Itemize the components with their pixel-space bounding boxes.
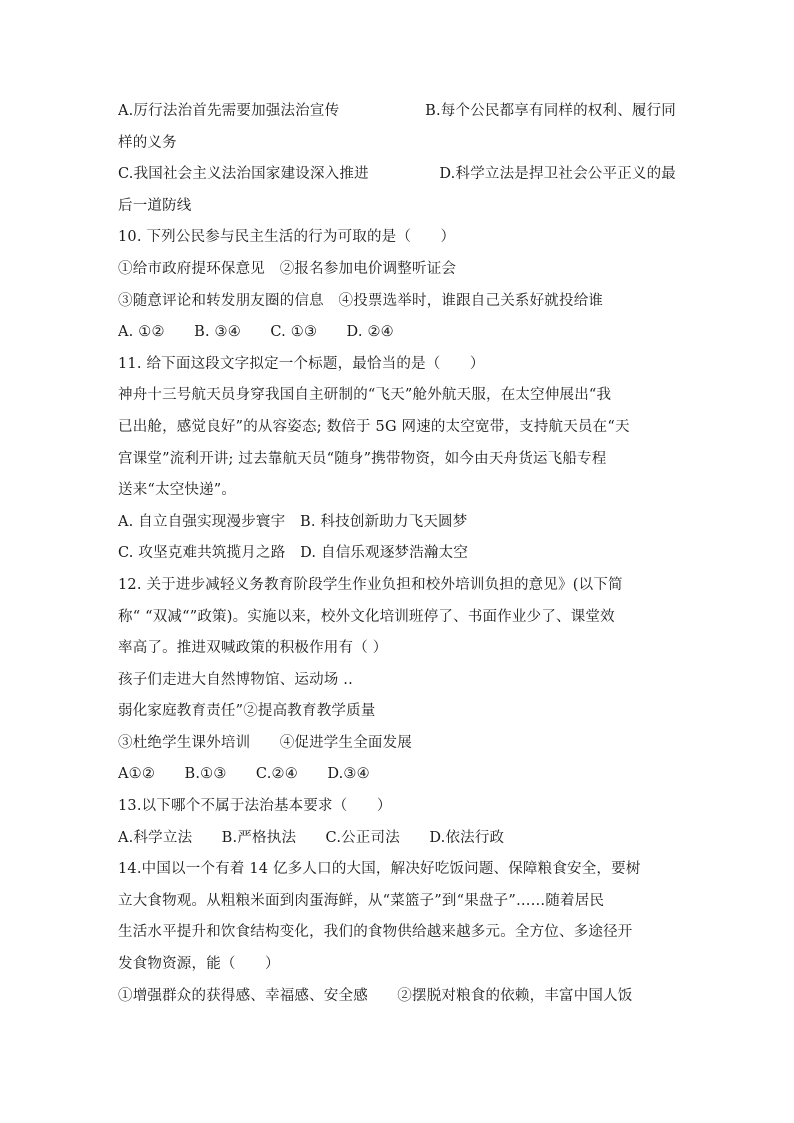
- text-line: 后一道防线: [118, 197, 192, 214]
- text-line: 生活水平提升和饮食结构变化，我们的食物供给越来越多元。全方位、多途径开: [118, 924, 633, 941]
- text-line: 神舟十三号航天员身穿我国自主研制的“飞天”舱外航天服，在太空伸展出“我: [118, 387, 612, 404]
- text-line: 称“ “双减“”政策)。实施以来，校外文化培训班停了、书面作业少了、课堂效: [118, 608, 615, 625]
- text-line: 发食物资源，能（ ）: [118, 956, 280, 973]
- text-line: ①增强群众的获得感、幸福感、安全感 ②摆脱对粮食的依赖，丰富中国人饭: [118, 987, 633, 1004]
- option-row-ab: [118, 96, 676, 128]
- text-line: 送来“太空快递”。: [118, 482, 237, 499]
- text-line: 弱化家庭教育责任”②提高教育教学质量: [118, 703, 376, 720]
- question-10: 10. 下列公民参与民主生活的行为可取的是（ ）: [118, 229, 456, 246]
- text-line: ③随意评论和转发朋友圈的信息 ④投票选举时，谁跟自己关系好就投给谁: [118, 292, 604, 309]
- text-line: 率高了。推进双喊政策的积极作用有（ ）: [118, 640, 388, 657]
- answer-options: A. 自立自强实现漫步寰宇 B. 科技创新助力飞天圆梦: [118, 513, 468, 530]
- option-c: C.我国社会主义法治国家建设深入推进: [118, 166, 369, 183]
- option-b: B.每个公民都享有同样的权利、履行同: [425, 103, 676, 119]
- text-line: ③杜绝学生课外培训 ④促进学生全面发展: [118, 734, 412, 751]
- text-line: 立大食物观。从粗粮米面到肉蛋海鲜，从“菜篮子”到“果盘子”……随着居民: [118, 892, 605, 909]
- question-11: 11. 给下面这段文字拟定一个标题，最恰当的是（ ）: [118, 355, 485, 372]
- text-line: 样的义务: [118, 134, 177, 151]
- option-row-cd: [118, 159, 676, 191]
- answer-options: C. 攻坚克难共筑揽月之路 D. 自信乐观逐梦浩瀚太空: [118, 545, 469, 562]
- text-line: 宫课堂”流利开讲; 过去靠航天员“随身”携带物资，如今由天舟货运飞船专程: [118, 450, 607, 467]
- text-line: 孩子们走进大自然博物馆、运动场 ..: [118, 671, 353, 688]
- text-line: 已出舱，感觉良好”的从容姿态; 数倍于 5G 网速的太空宽带，支持航天员在“天: [118, 418, 630, 435]
- question-12: 12. 关于进步减轻义务教育阶段学生作业负担和校外培训负担的意见》(以下简: [118, 576, 623, 593]
- question-13: 13.以下哪个不属于法治基本要求（ ）: [118, 798, 392, 815]
- text-line: ①给市政府提环保意见 ②报名参加电价调整听证会: [118, 260, 457, 277]
- question-14: 14.中国以一个有着 14 亿多人口的大国，解决好吃饭问题、保障粮食安全，要树: [118, 861, 641, 878]
- answer-options: A.科学立法 B.严格执法 C.公正司法 D.依法行政: [118, 829, 505, 846]
- answer-options: A①② B.①③ C.②④ D.③④: [118, 766, 370, 783]
- option-a: A.厉行法治首先需要加强法治宣传: [118, 103, 340, 119]
- answer-options: A. ①② B. ③④ C. ①③ D. ②④: [118, 324, 394, 341]
- option-d: D.科学立法是捍卫社会公平正义的最: [439, 166, 676, 183]
